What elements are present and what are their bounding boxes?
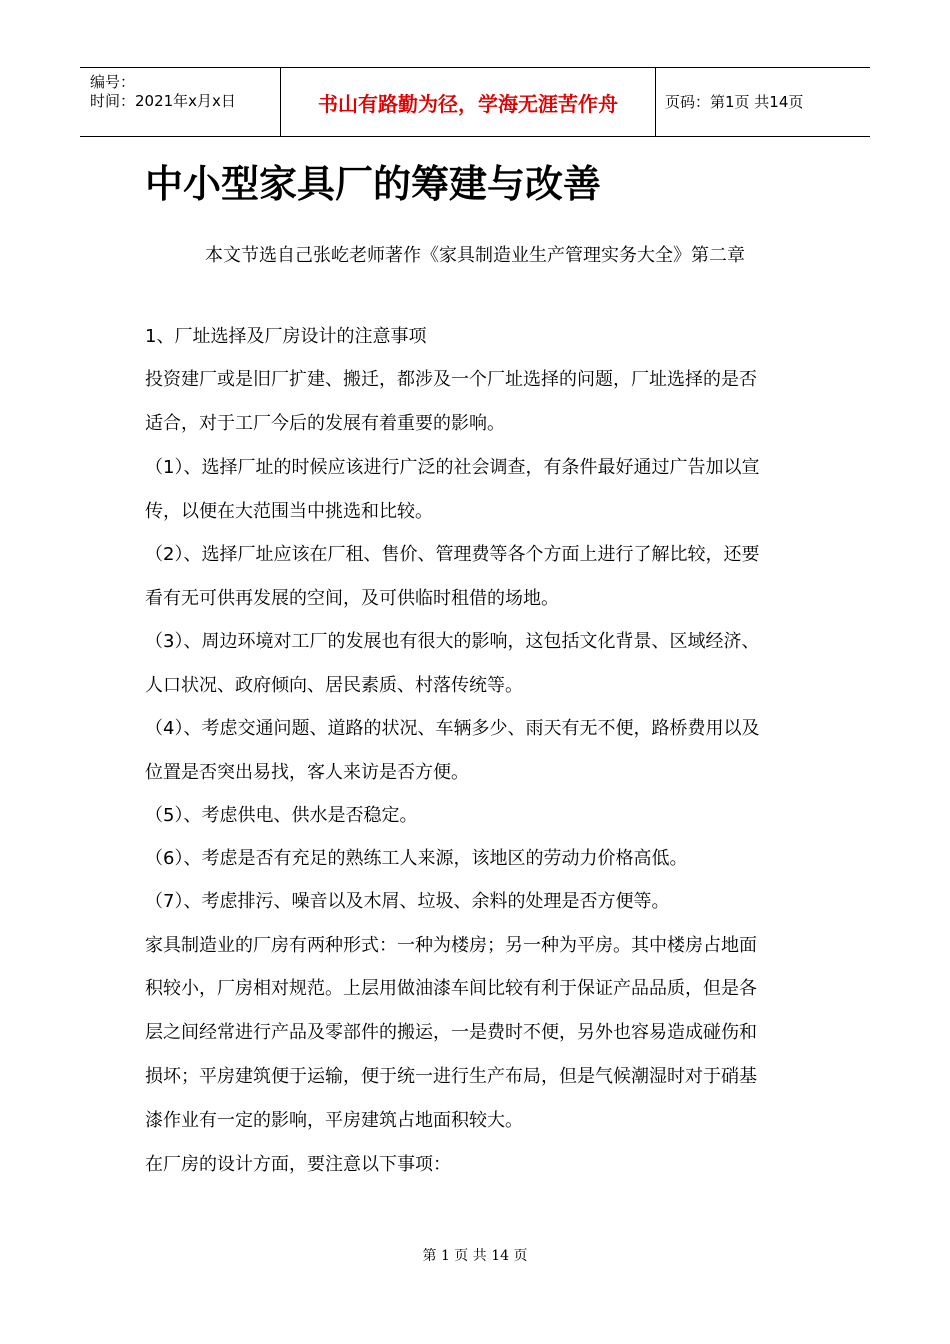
- body-line: 损坏；平房建筑便于运输，便于统一进行生产布局，但是气候潮湿时对于硝基: [145, 1066, 757, 1087]
- body-line: （1）、选择厂址的时候应该进行广泛的社会调查，有条件最好通过广告加以宣: [145, 457, 760, 478]
- page-footer: 第 1 页 共 14 页: [422, 1248, 528, 1264]
- document-subtitle: 本文节选自己张屹老师著作《家具制造业生产管理实务大全》第二章: [205, 245, 745, 266]
- body-line: 在厂房的设计方面，要注意以下事项：: [145, 1154, 451, 1175]
- body-line: 位置是否突出易找，客人来访是否方便。: [145, 762, 469, 783]
- body-line: 漆作业有一定的影响，平房建筑占地面积较大。: [145, 1110, 523, 1131]
- time-label: 时间：2021年x月x日: [90, 92, 236, 110]
- header-motto-cell: [280, 68, 656, 136]
- body-line: 积较小，厂房相对规范。上层用做油漆车间比较有利于保证产品品质，但是各: [145, 978, 757, 999]
- number-label: 编号：: [90, 73, 136, 91]
- body-line: （4）、考虑交通问题、道路的状况、车辆多少、雨天有无不便，路桥费用以及: [145, 718, 760, 739]
- body-line: （7）、考虑排污、噪音以及木屑、垃圾、余料的处理是否方便等。: [145, 891, 670, 912]
- body-line: 投资建厂或是旧厂扩建、搬迁，都涉及一个厂址选择的问题，厂址选择的是否: [145, 369, 757, 390]
- body-line: 层之间经常进行产品及零部件的搬运，一是费时不便，另外也容易造成碰伤和: [145, 1022, 757, 1043]
- document-title: 中小型家具厂的筹建与改善: [145, 162, 602, 206]
- body-line: 家具制造业的厂房有两种形式：一种为楼房；另一种为平房。其中楼房占地面: [145, 935, 757, 956]
- body-line: 看有无可供再发展的空间，及可供临时租借的场地。: [145, 588, 559, 609]
- header-page-cell: [655, 68, 870, 136]
- header-meta-cell: [80, 68, 280, 136]
- body-line: 适合，对于工厂今后的发展有着重要的影响。: [145, 413, 505, 434]
- motto: 书山有路勤为径，学海无涯苦作舟: [318, 92, 618, 116]
- body-line: （6）、考虑是否有充足的熟练工人来源，该地区的劳动力价格高低。: [145, 848, 688, 869]
- body-line: （2）、选择厂址应该在厂租、售价、管理费等各个方面上进行了解比较，还要: [145, 544, 760, 565]
- body-line: 1、厂址选择及厂房设计的注意事项: [145, 326, 427, 347]
- body-line: （3）、周边环境对工厂的发展也有很大的影响，这包括文化背景、区域经济、: [145, 631, 760, 652]
- body-line: 传，以便在大范围当中挑选和比较。: [145, 501, 433, 522]
- document-header: [80, 67, 870, 137]
- page-info: 页码：第1页 共14页: [665, 93, 804, 111]
- body-line: 人口状况、政府倾向、居民素质、村落传统等。: [145, 675, 523, 696]
- body-line: （5）、考虑供电、供水是否稳定。: [145, 805, 418, 826]
